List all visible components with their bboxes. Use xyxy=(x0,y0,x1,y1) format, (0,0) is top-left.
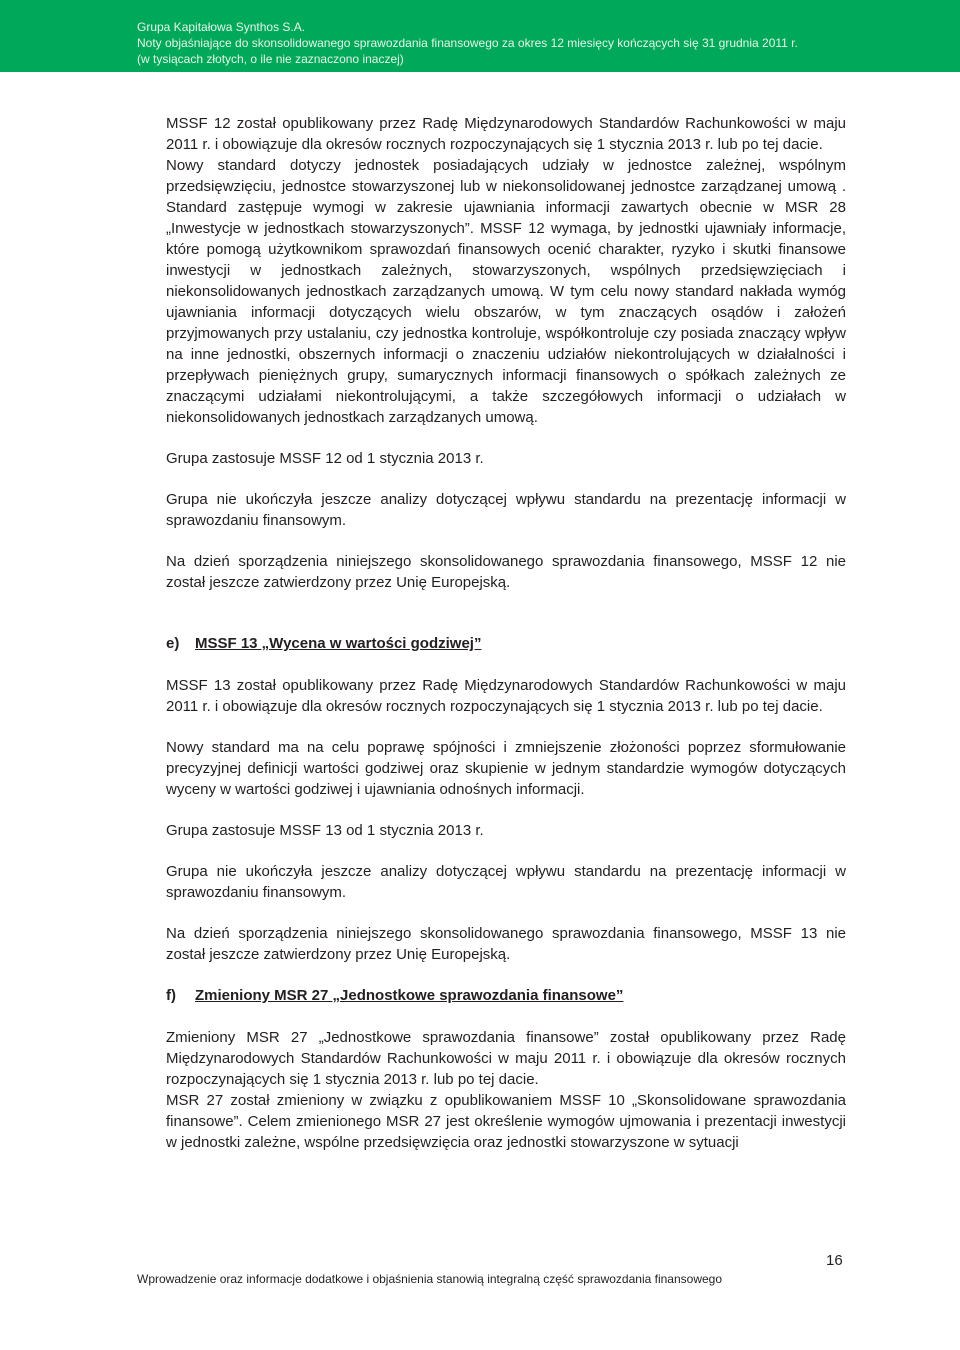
section-heading-f xyxy=(166,985,846,1006)
section-heading-e xyxy=(166,633,846,654)
paragraph-mssf13-endorsement: Na dzień sporządzenia niniejszego skonsolidowanego sprawozdania finansowego, MSSF 13 nie został jeszcze zatwierdzony przez Unię Europejską. xyxy=(166,925,846,963)
paragraph-mssf12-application: Grupa zastosuje MSSF 12 od 1 stycznia 2013 r. xyxy=(166,450,484,467)
paragraph-mssf13-application: Grupa zastosuje MSSF 13 od 1 stycznia 2013 r. xyxy=(166,822,484,839)
report-title: Noty objaśniające do skonsolidowanego sprawozdania finansowego za okres 12 miesięcy kończących się 31 grudnia 2011 r. xyxy=(137,36,798,50)
section-title-e: MSSF 13 „Wycena w wartości godziwej” xyxy=(195,635,482,652)
page-footer: Wprowadzenie oraz informacje dodatkowe i objaśnienia stanowią integralną część sprawozdania finansowego xyxy=(137,1272,722,1286)
section-label-e: e) xyxy=(166,635,180,652)
paragraph-mssf12-analysis: Grupa nie ukończyła jeszcze analizy dotyczącej wpływu standardu na prezentację informacji w sprawozdaniu finansowym. xyxy=(166,491,846,529)
paragraph-msr27-description: MSR 27 został zmieniony w związku z opublikowaniem MSSF 10 „Skonsolidowane sprawozdania finansowe”. Celem zmienionego MSR 27 jest określenie wymogów ujmowania i prezentacji inwestycji w jednostki zależne, wspólne przedsięwzięcia oraz jednostki stowarzyszone w sytuacji xyxy=(166,1092,846,1151)
page-header-band xyxy=(0,0,960,72)
company-name: Grupa Kapitałowa Synthos S.A. xyxy=(137,20,306,34)
section-title-f: Zmieniony MSR 27 „Jednostkowe sprawozdania finansowe” xyxy=(195,987,624,1004)
paragraph-msr27-publication: Zmieniony MSR 27 „Jednostkowe sprawozdania finansowe” został opublikowany przez Radę Międzynarodowych Standardów Rachunkowości w maju 2011 r. i obowiązuje dla okresów rocznych rozpoczynających się 1 stycznia 2013 r. lub po tej dacie. xyxy=(166,1029,846,1088)
paragraph-mssf13-publication: MSSF 13 został opublikowany przez Radę Międzynarodowych Standardów Rachunkowości w maju 2011 r. i obowiązuje dla okresów rocznych rozpoczynających się 1 stycznia 2013 r. lub po tej dacie. xyxy=(166,677,846,715)
document-body xyxy=(166,113,846,1153)
paragraph-mssf12-description: Nowy standard dotyczy jednostek posiadających udziały w jednostce zależnej, wspólnym przedsięwzięciu, jednostce stowarzyszonej lub w niekonsolidowanej jednostce zarządzanej umową . Standard zastępuje wymogi w zakresie ujawniania informacji zawartych obecnie w MSR 28 „Inwestycje w jednostkach stowarzyszonych”. MSSF 12 wymaga, by jednostki ujawniały informacje, które pomogą użytkownikom sprawozdań finansowych ocenić charakter, ryzyko i skutki finansowe inwestycji w jednostkach zależnych, stowarzyszonych, wspólnych przedsięwzięciach i niekonsolidowanych jednostkach zarządzanych umową. W tym celu nowy standard nakłada wymóg ujawniania informacji dotyczących wielu obszarów, w tym znaczących osądów i założeń przyjmowanych przy ustalaniu, czy jednostka kontroluje, współkontroluje czy posiada znaczący wpływ na inne jednostki, obszernych informacji o znaczeniu udziałów niekontrolujących w działalności i przepływach pieniężnych grupy, sumarycznych informacji finansowych o spółkach zależnych ze znaczącymi udziałami niekontrolującymi, a także szczegółowych informacji o udziałach w niekonsolidowanych jednostkach zarządzanych umową. xyxy=(166,157,846,426)
units-note: (w tysiącach złotych, o ile nie zaznaczono inaczej) xyxy=(137,52,404,66)
paragraph-mssf12-endorsement: Na dzień sporządzenia niniejszego skonsolidowanego sprawozdania finansowego, MSSF 12 nie został jeszcze zatwierdzony przez Unię Europejską. xyxy=(166,553,846,591)
section-label-f: f) xyxy=(166,987,176,1004)
paragraph-mssf13-analysis: Grupa nie ukończyła jeszcze analizy dotyczącej wpływu standardu na prezentację informacji w sprawozdaniu finansowym. xyxy=(166,863,846,901)
paragraph-mssf12-publication: MSSF 12 został opublikowany przez Radę Międzynarodowych Standardów Rachunkowości w maju 2011 r. i obowiązuje dla okresów rocznych rozpoczynających się 1 stycznia 2013 r. lub po tej dacie. xyxy=(166,115,846,153)
paragraph-mssf13-description: Nowy standard ma na celu poprawę spójności i zmniejszenie złożoności poprzez sformułowanie precyzyjnej definicji wartości godziwej oraz skupienie w jednym standardzie wymogów dotyczących wyceny w wartości godziwej i ujawniania odnośnych informacji. xyxy=(166,739,846,798)
page-number: 16 xyxy=(826,1252,843,1269)
